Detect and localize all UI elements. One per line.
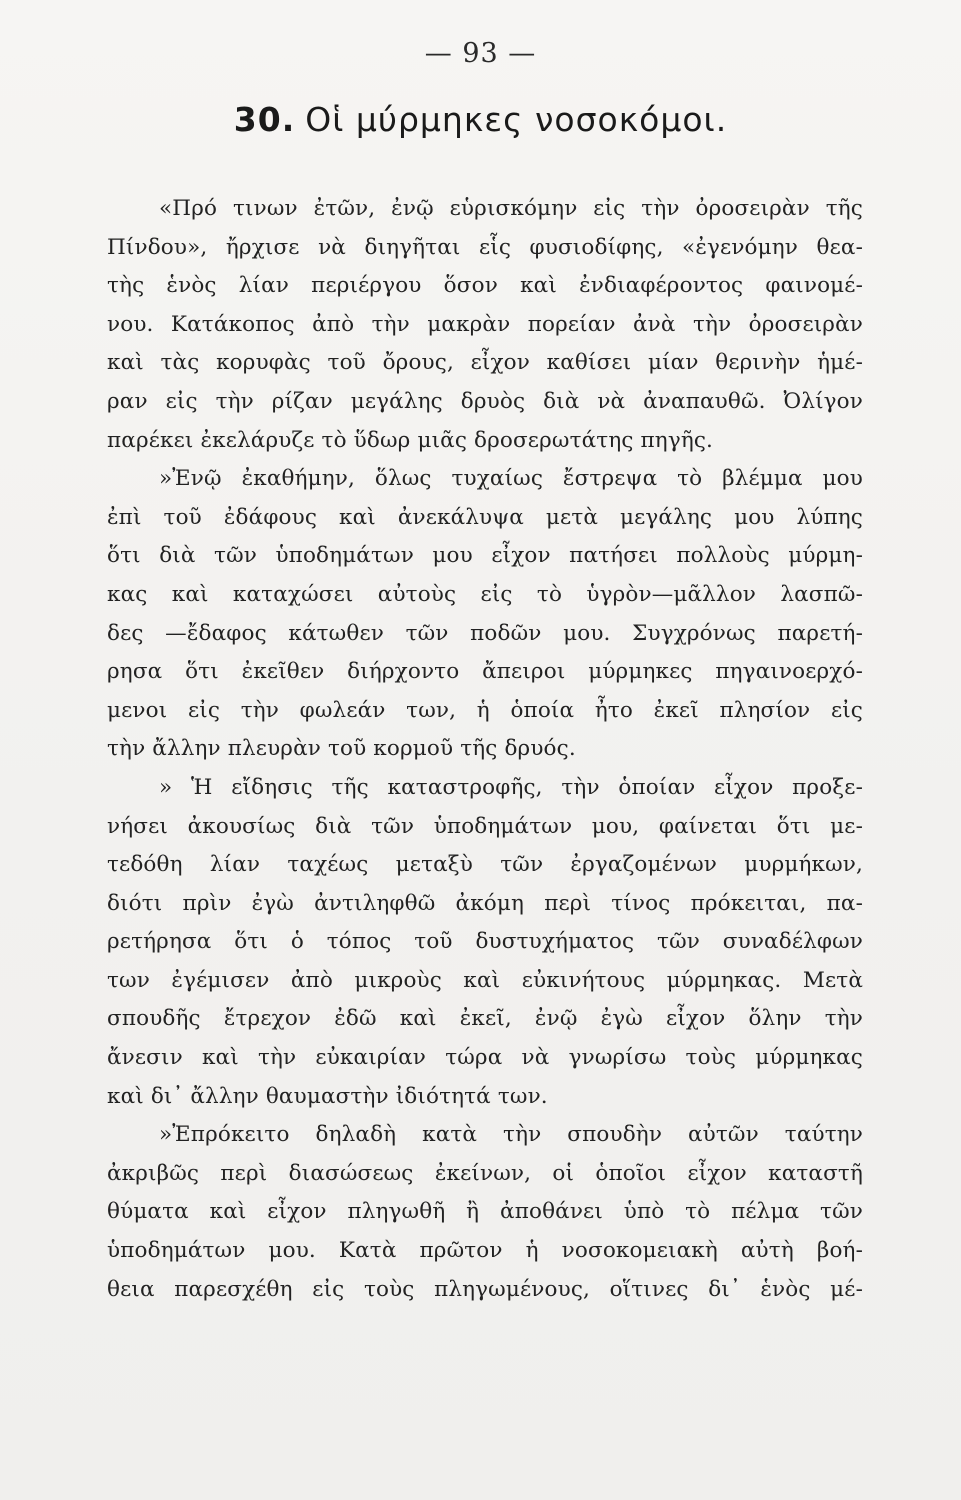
text-line: θεια παρεσχέθη εἰς τοὺς πληγωμένους, οἵτινες δι᾽ ἑνὸς μέ- [107, 1276, 863, 1302]
text-line: ὑποδημάτων μου. Κατὰ πρῶτον ἡ νοσοκομειακὴ αὐτὴ βοή- [107, 1238, 863, 1264]
text-line: ἀκριβῶς περὶ διασώσεως ἐκείνων, οἱ ὁποῖοι εἶχον καταστῆ [107, 1160, 863, 1186]
text-line: διότι πρὶν ἐγὼ ἀντιληφθῶ ἀκόμη περὶ τίνος πρόκειται, πα- [107, 890, 863, 916]
text-line: παρέκει ἐκελάρυζε τὸ ὕδωρ μιᾶς δροσερωτάτης πηγῆς. [107, 427, 714, 453]
text-line: καὶ τὰς κορυφὰς τοῦ ὄρους, εἶχον καθίσει μίαν θερινὴν ἡμέ- [107, 350, 863, 376]
text-line: ρησα ὅτι ἐκεῖθεν διήρχοντο ἄπειροι μύρμηκες πηγαινοερχό- [107, 659, 863, 685]
text-line: δες —ἔδαφος κάτωθεν τῶν ποδῶν μου. Συγχρόνως παρετή- [107, 620, 863, 646]
chapter-number: 30. [233, 100, 296, 139]
text-line: μενοι εἰς τὴν φωλεάν των, ἡ ὁποία ἦτο ἐκεῖ πλησίον εἰς [107, 697, 863, 723]
text-line: Πίνδου», ἤρχισε νὰ διηγῆται εἷς φυσιοδίφης, «ἐγενόμην θεα- [107, 234, 863, 260]
text-line: ὅτι διὰ τῶν ὑποδημάτων μου εἶχον πατήσει πολλοὺς μύρμη- [107, 543, 863, 569]
text-line: καὶ δι᾽ ἄλλην θαυμαστὴν ἰδιότητά των. [107, 1083, 548, 1109]
text-line: τὴς ἑνὸς λίαν περιέργου ὅσον καὶ ἐνδιαφέροντος φαινομέ- [107, 273, 863, 299]
text-line: ρετήρησα ὅτι ὁ τόπος τοῦ δυστυχήματος τῶν συναδέλφων [107, 929, 863, 955]
text-line: » Ἡ εἴδησις τῆς καταστροφῆς, τὴν ὁποίαν εἶχον προξε- [159, 774, 863, 800]
text-line: νήσει ἀκουσίως διὰ τῶν ὑποδημάτων μου, φαίνεται ὅτι με- [107, 813, 863, 839]
text-line: σπουδῆς ἔτρεχον ἐδῶ καὶ ἐκεῖ, ἐνῷ ἐγὼ εἶχον ὅλην τὴν [107, 1006, 863, 1032]
text-line: «Πρό τινων ἐτῶν, ἐνῷ εὑρισκόμην εἰς τὴν ὀροσειρὰν τῆς [159, 196, 863, 221]
page-number: — 93 — [424, 38, 537, 69]
text-line: ραν εἰς τὴν ρίζαν μεγάλης δρυὸς διὰ νὰ ἀναπαυθῶ. Ὀλίγον [107, 388, 863, 414]
text-line: τεδόθη λίαν ταχέως μεταξὺ τῶν ἐργαζομένων μυρμήκων, [107, 852, 863, 878]
text-line: »Ἐπρόκειτο δηλαδὴ κατὰ τὴν σπουδὴν αὐτῶν ταύτην [159, 1122, 863, 1148]
text-line: κας καὶ καταχώσει αὐτοὺς εἰς τὸ ὑγρὸν—μᾶλλον λασπῶ- [107, 581, 863, 607]
chapter-title [0, 100, 961, 139]
text-line: νου. Κατάκοπος ἀπὸ τὴν μακρὰν πορείαν ἀνὰ τὴν ὀροσειρὰν [107, 311, 863, 337]
text-line: τὴν ἄλλην πλευρὰν τοῦ κορμοῦ τῆς δρυός. [107, 736, 576, 762]
text-line: »Ἐνῷ ἐκαθήμην, ὅλως τυχαίως ἔστρεψα τὸ βλέμμα μου [159, 466, 863, 492]
chapter-title-text: Οἱ μύρμηκες νοσοκόμοι. [305, 100, 728, 139]
text-line: των ἐγέμισεν ἀπὸ μικροὺς καὶ εὐκινήτους μύρμηκας. Μετὰ [107, 967, 863, 993]
text-line: θύματα καὶ εἶχον πληγωθῆ ἢ ἀποθάνει ὑπὸ τὸ πέλμα τῶν [107, 1199, 863, 1225]
text-line: ἄνεσιν καὶ τὴν εὐκαιρίαν τώρα νὰ γνωρίσω τοὺς μύρμηκας [107, 1045, 863, 1071]
body-text [107, 190, 863, 1309]
text-line: ἐπὶ τοῦ ἐδάφους καὶ ἀνεκάλυψα μετὰ μεγάλης μου λύπης [107, 504, 863, 530]
